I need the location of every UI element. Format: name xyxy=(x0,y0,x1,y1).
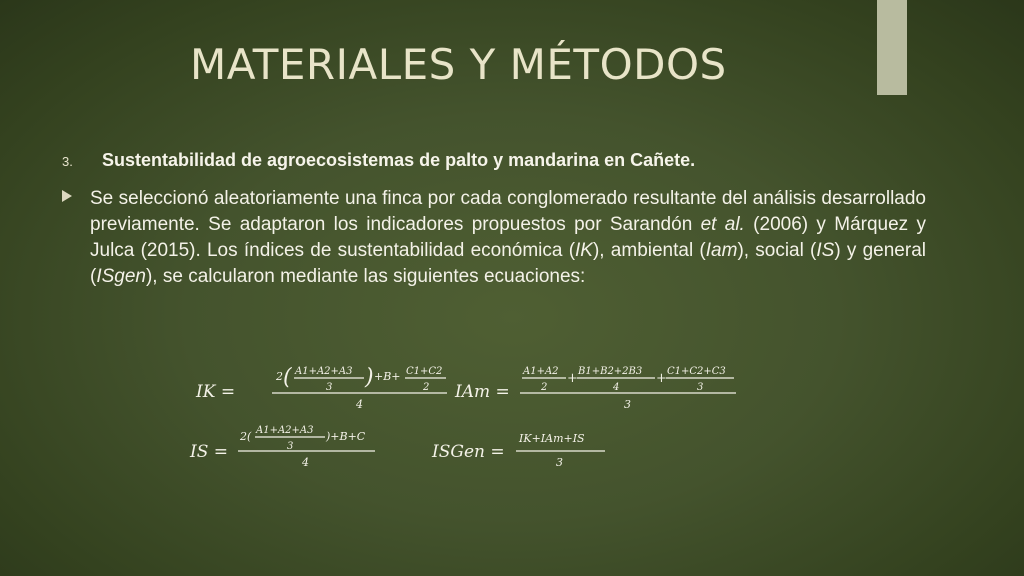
text-segment: ), social ( xyxy=(737,240,817,261)
is-tail: )+B+C xyxy=(326,430,366,443)
iam-a-den: 2 xyxy=(541,382,548,393)
text-segment: Se seleccionó aleatoriamente una finca por cada conglomerado resultante del análisis desarrollado previamente. Se adaptaron los indicadores propuestos por Sarandón xyxy=(90,188,926,235)
text-segment: ), se calcularon mediante las siguientes ecuaciones: xyxy=(145,266,586,287)
text-italic: ISgen xyxy=(96,266,146,287)
ik-c-den: 2 xyxy=(423,382,430,393)
iam-c-den: 3 xyxy=(697,382,704,393)
ik-open-paren: ( xyxy=(283,365,292,390)
is-inner-den: 3 xyxy=(287,441,294,452)
iam-b-den: 4 xyxy=(613,382,620,393)
ik-inner-num: A1+A2+A3 xyxy=(295,366,353,377)
iam-c-num: C1+C2+C3 xyxy=(667,366,726,377)
equation-isgen xyxy=(431,432,605,469)
item-number: 3. xyxy=(62,154,73,169)
text-italic: Iam xyxy=(705,240,738,261)
ik-den: 4 xyxy=(356,398,363,411)
is-inner-num: A1+A2+A3 xyxy=(256,425,314,436)
iam-a-num: A1+A2 xyxy=(523,366,559,377)
iam-den: 3 xyxy=(624,398,631,411)
isgen-den: 3 xyxy=(556,456,563,469)
equation-is xyxy=(189,425,375,469)
equation-iam xyxy=(454,366,736,411)
equation-ik xyxy=(195,365,447,411)
ik-close-paren: ) xyxy=(365,365,374,390)
slide-title: MATERIALES Y MÉTODOS xyxy=(190,40,727,89)
iam-plus-1: + xyxy=(567,371,578,386)
iam-lhs: IAm = xyxy=(455,382,510,402)
is-den: 4 xyxy=(302,456,309,469)
text-italic: IS xyxy=(816,240,835,261)
text-italic: et al. xyxy=(700,214,745,235)
is-coef: 2( xyxy=(240,430,252,443)
text-segment: (2006) y Márquez y Julca (2015). Los índices de sustentabilidad económica ( xyxy=(90,214,926,261)
is-lhs: IS = xyxy=(190,442,229,462)
iam-b-num: B1+B2+2B3 xyxy=(578,366,643,377)
ik-c-num: C1+C2 xyxy=(406,366,443,377)
ik-coef: 2 xyxy=(276,370,283,383)
iam-plus-2: + xyxy=(656,371,667,386)
ik-plus-b: +B+ xyxy=(374,370,401,383)
ik-inner-den: 3 xyxy=(326,382,333,393)
isgen-lhs: ISGen = xyxy=(432,442,505,462)
text-segment: ), ambiental ( xyxy=(592,240,706,261)
item-heading: Sustentabilidad de agroecosistemas de palto y mandarina en Cañete. xyxy=(102,150,696,170)
ik-lhs: IK = xyxy=(196,382,236,402)
text-segment: ) y general ( xyxy=(90,240,926,287)
text-italic: IK xyxy=(575,240,593,261)
isgen-num: IK+IAm+IS xyxy=(519,432,585,445)
